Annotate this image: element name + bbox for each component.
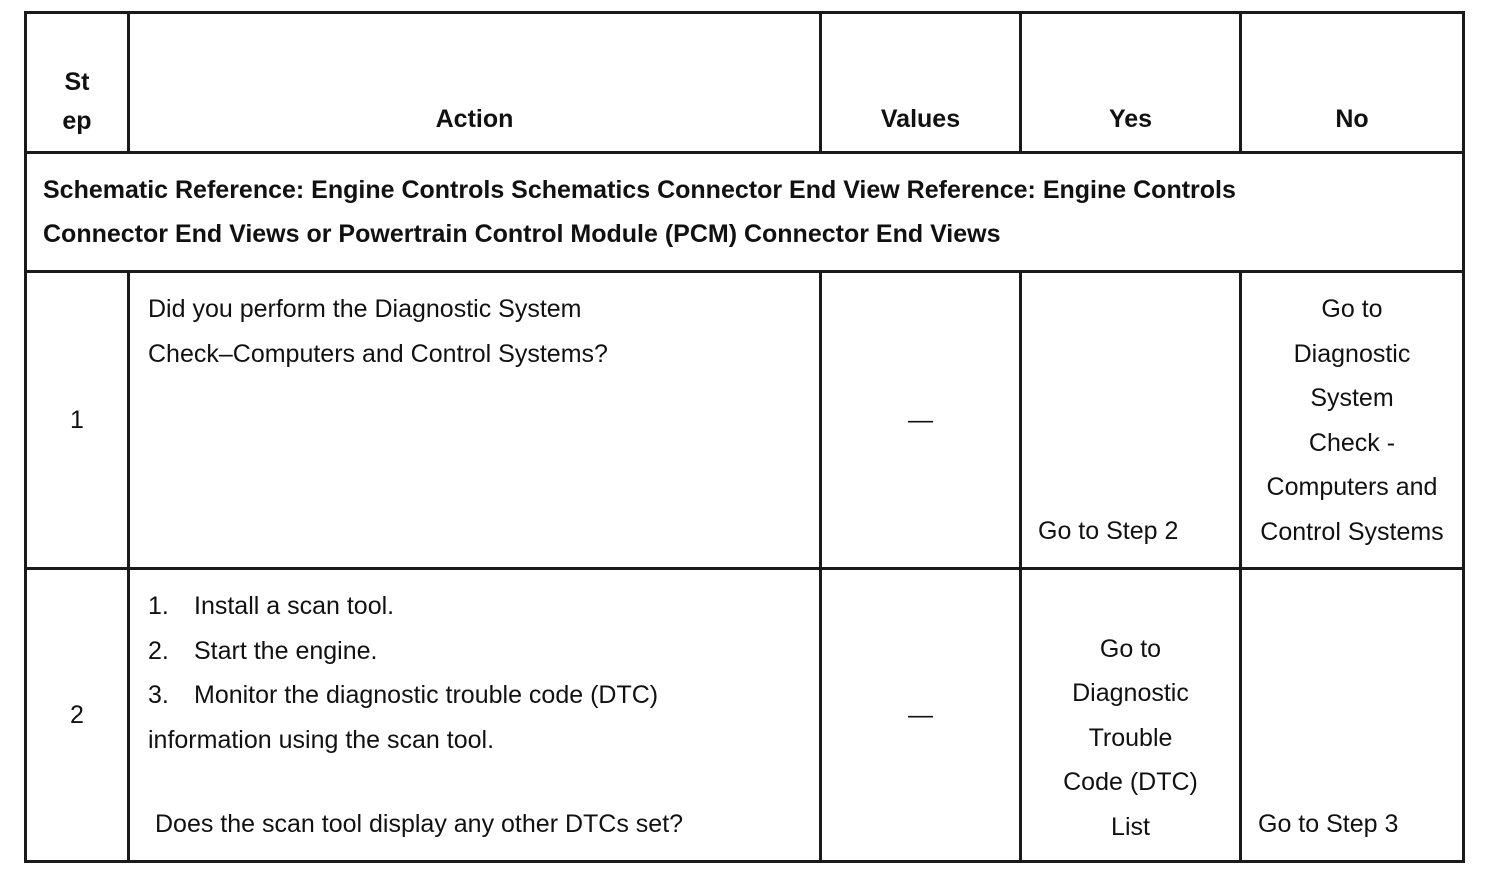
step-no: Go to Step 3 xyxy=(1241,569,1464,862)
step-action: Did you perform the Diagnostic System Check–Computers and Control Systems? xyxy=(129,272,821,569)
table-row xyxy=(26,272,1464,569)
action-continuation: information using the scan tool. xyxy=(148,725,495,754)
header-action: Action xyxy=(129,13,821,153)
reference-row xyxy=(26,153,1464,272)
step-action xyxy=(129,569,821,862)
header-row xyxy=(26,13,1464,153)
step-yes: Go to Step 2 xyxy=(1021,272,1241,569)
step-number: 1 xyxy=(26,272,129,569)
header-yes: Yes xyxy=(1021,13,1241,153)
header-step: St ep xyxy=(26,13,129,153)
step-no: Go to Diagnostic System Check - Computers and Control Systems xyxy=(1241,272,1464,569)
step-number: 2 xyxy=(26,569,129,862)
action-list-item: 3. Monitor the diagnostic trouble code (DTC) xyxy=(148,681,659,709)
action-question: Does the scan tool display any other DTCs set? xyxy=(155,810,684,838)
action-list-item: 1. Install a scan tool. xyxy=(148,592,395,620)
step-values: — xyxy=(821,272,1021,569)
diagnostic-table xyxy=(24,11,1465,863)
step-values: — xyxy=(821,569,1021,862)
step-yes: Go to Diagnostic Trouble Code (DTC) List xyxy=(1021,569,1241,862)
header-values: Values xyxy=(821,13,1021,153)
table-row xyxy=(26,569,1464,862)
header-no: No xyxy=(1241,13,1464,153)
schematic-reference: Schematic Reference: Engine Controls Schematics Connector End View Reference: Engine Controls Connector End Views or Powertrain Control Module (PCM) Connector End Views xyxy=(26,153,1464,272)
action-list-item: 2. Start the engine. xyxy=(148,636,378,665)
